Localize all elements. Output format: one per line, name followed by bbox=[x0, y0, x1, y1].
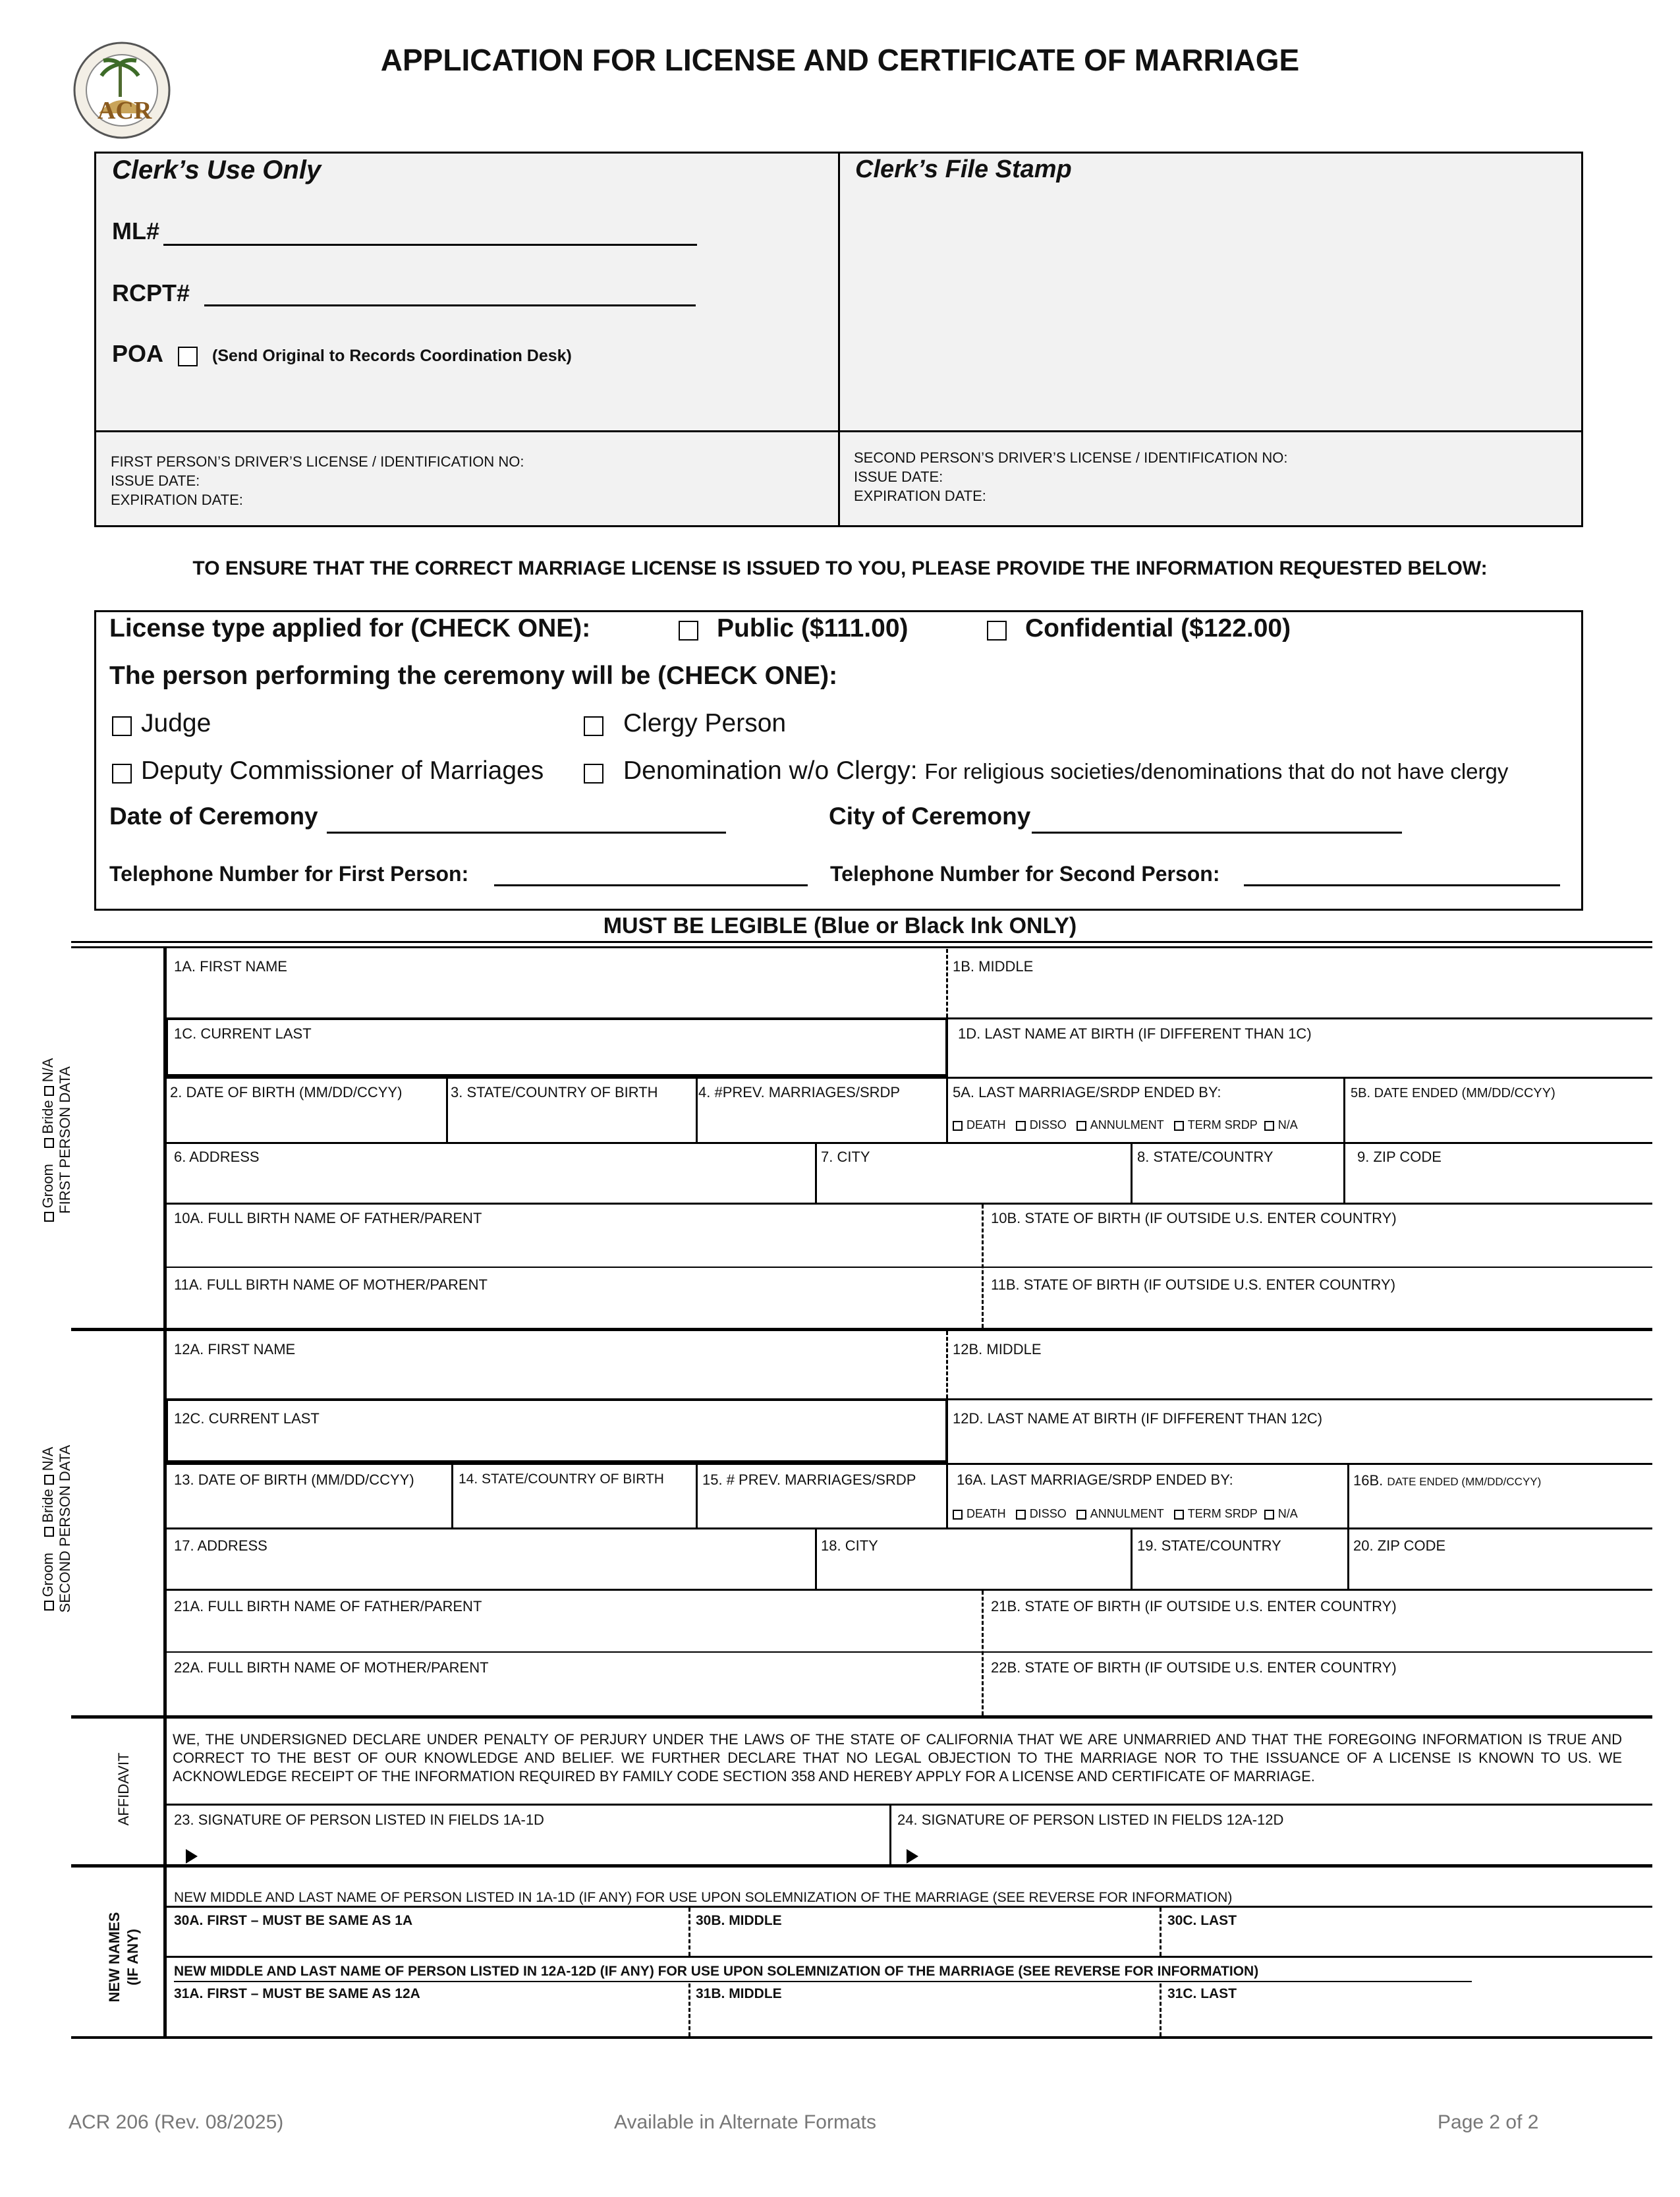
logo-mark: ACR bbox=[98, 97, 152, 125]
first-person-side-label: Groom Bride N/A FIRST PERSON DATA bbox=[40, 1002, 79, 1278]
city-ceremony-input[interactable] bbox=[1032, 832, 1402, 834]
field-8[interactable]: 8. STATE/COUNTRY bbox=[1137, 1149, 1274, 1165]
na-checkbox-1[interactable] bbox=[1264, 1121, 1274, 1131]
annulment-checkbox-2[interactable] bbox=[1077, 1510, 1086, 1520]
judge-checkbox[interactable] bbox=[112, 716, 132, 736]
field-12a[interactable]: 12A. FIRST NAME bbox=[174, 1341, 296, 1357]
field-12d[interactable]: 12D. LAST NAME AT BIRTH (IF DIFFERENT THAN 12C) bbox=[953, 1410, 1323, 1427]
field-31b[interactable]: 31B. MIDDLE bbox=[696, 1986, 782, 2001]
tel-first-input[interactable] bbox=[494, 884, 808, 886]
clergy-checkbox[interactable] bbox=[584, 716, 603, 736]
field-13[interactable]: 13. DATE OF BIRTH (MM/DD/CCYY) bbox=[174, 1471, 414, 1488]
clerk-use-only: Clerk’s Use Only bbox=[112, 156, 322, 185]
ended-options-1: DEATH DISSO ANNULMENT TERM SRDP N/A bbox=[953, 1118, 1298, 1132]
new-names-heading-1: NEW MIDDLE AND LAST NAME OF PERSON LISTED IN 1A-1D (IF ANY) FOR USE UPON SOLEMNIZATION OF THE MARRIAGE (SEE REVERSE FOR INFORMATION) bbox=[174, 1890, 1233, 1905]
first-id-info: FIRST PERSON’S DRIVER’S LICENSE / IDENTIFICATION NO: ISSUE DATE: EXPIRATION DATE: bbox=[111, 453, 524, 508]
second-person-side-label: Groom Bride N/A SECOND PERSON DATA bbox=[40, 1390, 79, 1667]
field-5b[interactable]: 5B. DATE ENDED (MM/DD/CCYY) bbox=[1351, 1086, 1555, 1100]
ml-label: ML# bbox=[112, 217, 159, 244]
ml-input[interactable] bbox=[163, 244, 697, 246]
field-31c[interactable]: 31C. LAST bbox=[1167, 1986, 1237, 2001]
signature-arrow-2 bbox=[907, 1849, 918, 1864]
rcpt-input[interactable] bbox=[204, 304, 696, 306]
tel-first-label: Telephone Number for First Person: bbox=[109, 862, 469, 886]
field-1a[interactable]: 1A. FIRST NAME bbox=[174, 958, 287, 975]
public-option: Public ($111.00) bbox=[717, 614, 909, 642]
second-bride-checkbox[interactable] bbox=[44, 1527, 54, 1537]
field-5a[interactable]: 5A. LAST MARRIAGE/SRDP ENDED BY: bbox=[953, 1084, 1221, 1100]
rcpt-label: RCPT# bbox=[112, 279, 190, 306]
affidavit-text: WE, THE UNDERSIGNED DECLARE UNDER PENALTY OF PERJURY UNDER THE LAWS OF THE STATE OF CALIFORNIA THAT WE ARE UNMARRIED AND THAT THE FOREGOING INFORMATION IS TRUE AND CORRECT TO THE BEST OF OUR KNOWLEDGE AND BELIEF. WE FURTHER DECLARE THAT NO LEGAL OBJECTION TO THE MARRIAGE NOR TO THE ISSUANCE OF A LICENSE IS KNOWN TO US. WE ACKNOWLEDGE RECEIPT OF THE INFORMATION REQUIRED BY FAMILY CODE SECTION 358 AND HEREBY APPLY FOR A LICENSE AND CERTIFICATE OF MARRIAGE. bbox=[173, 1731, 1622, 1784]
field-1c[interactable]: 1C. CURRENT LAST bbox=[174, 1025, 312, 1042]
second-na-checkbox[interactable] bbox=[44, 1475, 54, 1485]
signature-arrow-1 bbox=[186, 1849, 198, 1864]
field-14[interactable]: 14. STATE/COUNTRY OF BIRTH bbox=[459, 1471, 664, 1487]
tel-second-label: Telephone Number for Second Person: bbox=[830, 862, 1220, 886]
date-ceremony-label: Date of Ceremony bbox=[109, 803, 318, 830]
form-title: APPLICATION FOR LICENSE AND CERTIFICATE OF MARRIAGE bbox=[380, 43, 1300, 77]
term-srdp-checkbox-1[interactable] bbox=[1174, 1121, 1184, 1131]
first-person-data-label: FIRST PERSON DATA bbox=[57, 1066, 73, 1214]
field-17[interactable]: 17. ADDRESS bbox=[174, 1537, 267, 1554]
confidential-checkbox[interactable] bbox=[987, 621, 1007, 641]
deputy-checkbox[interactable] bbox=[112, 764, 132, 784]
death-checkbox-1[interactable] bbox=[953, 1121, 963, 1131]
denomination-option: Denomination w/o Clergy: For religious societies/denominations that do not have clergy bbox=[623, 756, 1509, 785]
annulment-checkbox-1[interactable] bbox=[1077, 1121, 1086, 1131]
first-na-checkbox[interactable] bbox=[44, 1086, 54, 1096]
na-checkbox-2[interactable] bbox=[1264, 1510, 1274, 1520]
first-groom-checkbox[interactable] bbox=[44, 1212, 54, 1222]
affidavit-side-label: AFFIDAVIT bbox=[115, 1752, 132, 1826]
field-1d[interactable]: 1D. LAST NAME AT BIRTH (IF DIFFERENT THAN 1C) bbox=[958, 1025, 1312, 1042]
field-7[interactable]: 7. CITY bbox=[821, 1149, 870, 1165]
field-22a[interactable]: 22A. FULL BIRTH NAME OF MOTHER/PARENT bbox=[174, 1659, 489, 1676]
field-2[interactable]: 2. DATE OF BIRTH (MM/DD/CCYY) bbox=[170, 1084, 403, 1100]
deputy-option: Deputy Commissioner of Marriages bbox=[141, 756, 544, 785]
new-names-heading-2: NEW MIDDLE AND LAST NAME OF PERSON LISTED IN 12A-12D (IF ANY) FOR USE UPON SOLEMNIZATION OF THE MARRIAGE (SEE REVERSE FOR INFORMATION) bbox=[174, 1964, 1259, 1979]
legible-note: MUST BE LEGIBLE (Blue or Black Ink ONLY) bbox=[603, 913, 1077, 938]
field-19[interactable]: 19. STATE/COUNTRY bbox=[1137, 1537, 1281, 1554]
field-30b[interactable]: 30B. MIDDLE bbox=[696, 1913, 782, 1928]
field-31a[interactable]: 31A. FIRST – MUST BE SAME AS 12A bbox=[174, 1986, 420, 2001]
field-12c[interactable]: 12C. CURRENT LAST bbox=[174, 1410, 320, 1427]
judge-option: Judge bbox=[141, 709, 211, 737]
field-4[interactable]: 4. #PREV. MARRIAGES/SRDP bbox=[698, 1084, 901, 1100]
field-16b[interactable]: 16B. DATE ENDED (MM/DD/CCYY) bbox=[1353, 1472, 1542, 1489]
performer-label: The person performing the ceremony will be (CHECK ONE): bbox=[109, 662, 838, 690]
first-bride-checkbox[interactable] bbox=[44, 1138, 54, 1148]
field-21b[interactable]: 21B. STATE OF BIRTH (IF OUTSIDE U.S. ENTER COUNTRY) bbox=[991, 1598, 1397, 1614]
poa-note: (Send Original to Records Coordination Desk) bbox=[212, 347, 572, 365]
second-id-info: SECOND PERSON’S DRIVER’S LICENSE / IDENTIFICATION NO: ISSUE DATE: EXPIRATION DATE: bbox=[854, 449, 1288, 504]
term-srdp-checkbox-2[interactable] bbox=[1174, 1510, 1184, 1520]
field-30a[interactable]: 30A. FIRST – MUST BE SAME AS 1A bbox=[174, 1913, 413, 1928]
field-21a[interactable]: 21A. FULL BIRTH NAME OF FATHER/PARENT bbox=[174, 1598, 482, 1614]
field-12b[interactable]: 12B. MIDDLE bbox=[953, 1341, 1042, 1357]
field-6[interactable]: 6. ADDRESS bbox=[174, 1149, 260, 1165]
tel-second-input[interactable] bbox=[1244, 884, 1560, 886]
poa-label: POA bbox=[112, 340, 164, 367]
confidential-option: Confidential ($122.00) bbox=[1025, 614, 1291, 642]
field-9[interactable]: 9. ZIP CODE bbox=[1357, 1149, 1442, 1165]
second-groom-checkbox[interactable] bbox=[44, 1601, 54, 1611]
footer-alt-formats: Available in Alternate Formats bbox=[614, 2111, 876, 2133]
field-3[interactable]: 3. STATE/COUNTRY OF BIRTH bbox=[451, 1084, 658, 1100]
poa-checkbox[interactable] bbox=[178, 347, 198, 366]
denomination-checkbox[interactable] bbox=[584, 764, 603, 784]
ended-options-2: DEATH DISSO ANNULMENT TERM SRDP N/A bbox=[953, 1507, 1298, 1521]
footer-page: Page 2 of 2 bbox=[1438, 2111, 1539, 2133]
field-16a[interactable]: 16A. LAST MARRIAGE/SRDP ENDED BY: bbox=[957, 1471, 1233, 1488]
field-15[interactable]: 15. # PREV. MARRIAGES/SRDP bbox=[702, 1471, 916, 1488]
denomination-note: For religious societies/denominations that do not have clergy bbox=[924, 759, 1509, 784]
city-ceremony-label: City of Ceremony bbox=[829, 803, 1031, 830]
field-30c[interactable]: 30C. LAST bbox=[1167, 1913, 1237, 1928]
disso-checkbox-1[interactable] bbox=[1016, 1121, 1026, 1131]
new-names-side-label: NEW NAMES (IF ANY) bbox=[106, 1912, 141, 2003]
instruction: TO ENSURE THAT THE CORRECT MARRIAGE LICENSE IS ISSUED TO YOU, PLEASE PROVIDE THE INFORMATION REQUESTED BELOW: bbox=[192, 557, 1488, 579]
license-type-label: License type applied for (CHECK ONE): bbox=[109, 614, 591, 642]
clerk-file-stamp: Clerk’s File Stamp bbox=[855, 156, 1072, 183]
field-23[interactable]: 23. SIGNATURE OF PERSON LISTED IN FIELDS 1A-1D bbox=[174, 1812, 544, 1828]
field-20[interactable]: 20. ZIP CODE bbox=[1353, 1537, 1446, 1554]
death-checkbox-2[interactable] bbox=[953, 1510, 963, 1520]
field-24[interactable]: 24. SIGNATURE OF PERSON LISTED IN FIELDS 12A-12D bbox=[897, 1812, 1284, 1828]
public-checkbox[interactable] bbox=[679, 621, 698, 641]
clergy-option: Clergy Person bbox=[623, 709, 787, 737]
date-ceremony-input[interactable] bbox=[327, 832, 726, 834]
field-10a[interactable]: 10A. FULL BIRTH NAME OF FATHER/PARENT bbox=[174, 1210, 482, 1226]
field-10b[interactable]: 10B. STATE OF BIRTH (IF OUTSIDE U.S. ENTER COUNTRY) bbox=[991, 1210, 1397, 1226]
field-1b[interactable]: 1B. MIDDLE bbox=[953, 958, 1034, 975]
field-18[interactable]: 18. CITY bbox=[821, 1537, 878, 1554]
second-person-data-label: SECOND PERSON DATA bbox=[57, 1444, 73, 1613]
field-11b[interactable]: 11B. STATE OF BIRTH (IF OUTSIDE U.S. ENTER COUNTRY) bbox=[991, 1276, 1396, 1293]
footer-form-id: ACR 206 (Rev. 08/2025) bbox=[69, 2111, 284, 2133]
field-22b[interactable]: 22B. STATE OF BIRTH (IF OUTSIDE U.S. ENTER COUNTRY) bbox=[991, 1659, 1397, 1676]
field-11a[interactable]: 11A. FULL BIRTH NAME OF MOTHER/PARENT bbox=[174, 1276, 488, 1293]
disso-checkbox-2[interactable] bbox=[1016, 1510, 1026, 1520]
